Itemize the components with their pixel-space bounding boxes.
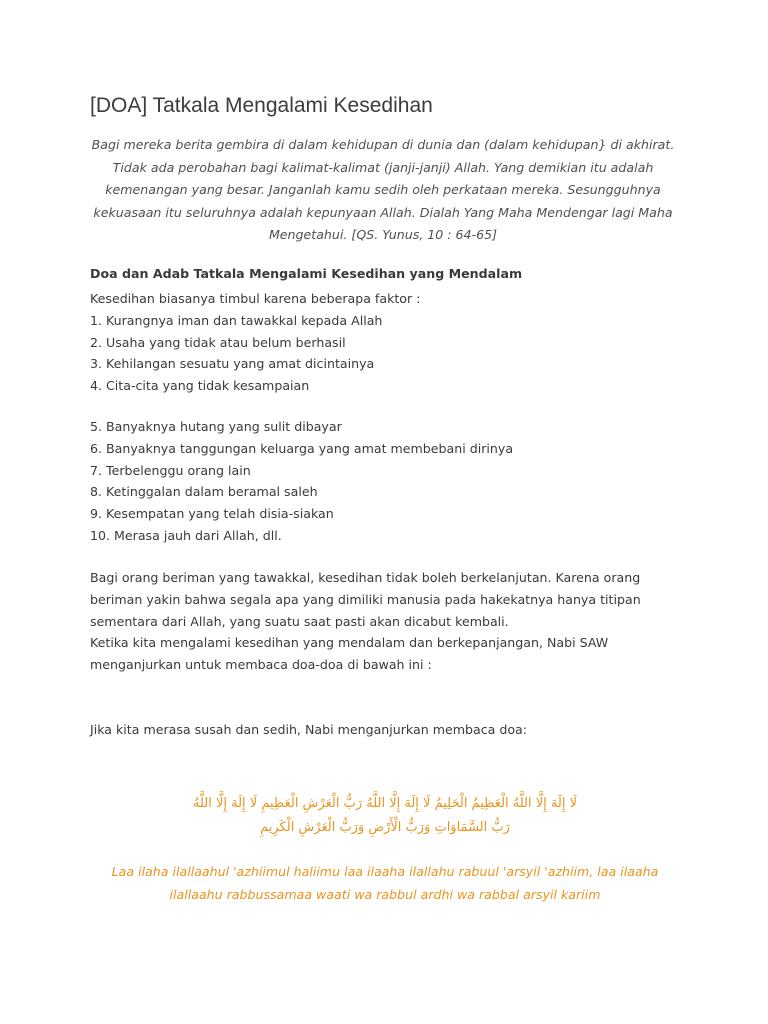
list-item: 3. Kehilangan sesuatu yang amat dicintainya bbox=[90, 356, 375, 372]
doa-intro bbox=[90, 719, 527, 741]
paragraph-line: Bagi orang beriman yang tawakkal, kesedihan tidak boleh berkelanjutan. Karena orang bbox=[90, 570, 641, 585]
arabic-doa bbox=[90, 792, 680, 840]
quote-line: kemenangan yang besar. Janganlah kamu sedih oleh perkataan mereka. Sesungguhnya bbox=[105, 182, 661, 197]
paragraph-line: menganjurkan untuk membaca doa-doa di bawah ini : bbox=[90, 657, 432, 673]
paragraph-line: Ketika kita mengalami kesedihan yang mendalam dan berkepanjangan, Nabi SAW bbox=[90, 635, 609, 651]
list-item: 6. Banyaknya tanggungan keluarga yang amat membebani dirinya bbox=[90, 440, 514, 456]
list-item: 2. Usaha yang tidak atau belum berhasil bbox=[90, 334, 346, 350]
transliteration bbox=[90, 860, 680, 906]
list-item: 1. Kurangnya iman dan tawakkal kepada Allah bbox=[90, 312, 383, 328]
section-title: Doa dan Adab Tatkala Mengalami Kesedihan yang Mendalam bbox=[90, 266, 523, 281]
list-item: 8. Ketinggalan dalam beramal saleh bbox=[90, 484, 318, 500]
paragraph-line: sementara dari Allah, yang suatu saat pasti akan dicabut kembali. bbox=[90, 613, 509, 629]
paragraph-line: beriman yakin bahwa segala apa yang dimiliki manusia pada hakekatnya hanya titipan bbox=[90, 591, 641, 607]
arabic-line: رَبُّ السَّمَاوَاتِ وَرَبُّ الْأَرْضِ وَرَبُّ الْعَرْشِ الْكَرِيمِ bbox=[260, 820, 510, 835]
quran-quote bbox=[88, 134, 678, 247]
quote-line: kekuasaan itu seluruhnya adalah kepunyaan Allah. Dialah Yang Maha Mendengar lagi Maha bbox=[93, 204, 673, 220]
translit-line: Laa ilaha ilallaahul 'azhiimul haliimu laa ilaaha ilallahu rabuul 'arsyil 'azhiim, laa ilaaha bbox=[111, 864, 659, 879]
list-item: Kesedihan biasanya timbul karena beberapa faktor : bbox=[90, 291, 421, 306]
list-item: 5. Banyaknya hutang yang sulit dibayar bbox=[90, 419, 342, 434]
list-item: 9. Kesempatan yang telah disia-siakan bbox=[90, 506, 334, 522]
list-item: 7. Terbelenggu orang lain bbox=[90, 462, 251, 478]
list-item: 10. Merasa jauh dari Allah, dll. bbox=[90, 527, 282, 543]
cause-list-a bbox=[90, 288, 420, 397]
arabic-line: لَا إِلَهَ إِلَّا اللَّهُ الْعَظِيمُ الْحَلِيمُ لَا إِلَهَ إِلَّا اللَّهُ رَبُّ الْعَرْشِ الْعَظِيمِ لَا إِلَهَ إِلَّا اللَّهُ bbox=[192, 796, 577, 811]
cause-list-b bbox=[90, 416, 513, 547]
quote-line: Tidak ada perobahan bagi kalimat-kalimat (janji-janji) Allah. Yang demikian itu adalah bbox=[112, 159, 654, 175]
quote-line: Mengetahui. [QS. Yunus, 10 : 64-65] bbox=[268, 227, 498, 242]
list-item: 4. Cita-cita yang tidak kesampaian bbox=[90, 378, 310, 394]
page-title: [DOA] Tatkala Mengalami Kesedihan bbox=[90, 94, 433, 117]
body-paragraph bbox=[90, 567, 641, 676]
quote-line: Bagi mereka berita gembira di dalam kehidupan di dunia dan (dalam kehidupan} di akhirat. bbox=[91, 137, 675, 152]
doa-intro-text: Jika kita merasa susah dan sedih, Nabi menganjurkan membaca doa: bbox=[90, 722, 527, 737]
translit-line: ilallaahu rabbussamaa waati wa rabbul ardhi wa rabbal arsyil kariim bbox=[169, 887, 601, 902]
